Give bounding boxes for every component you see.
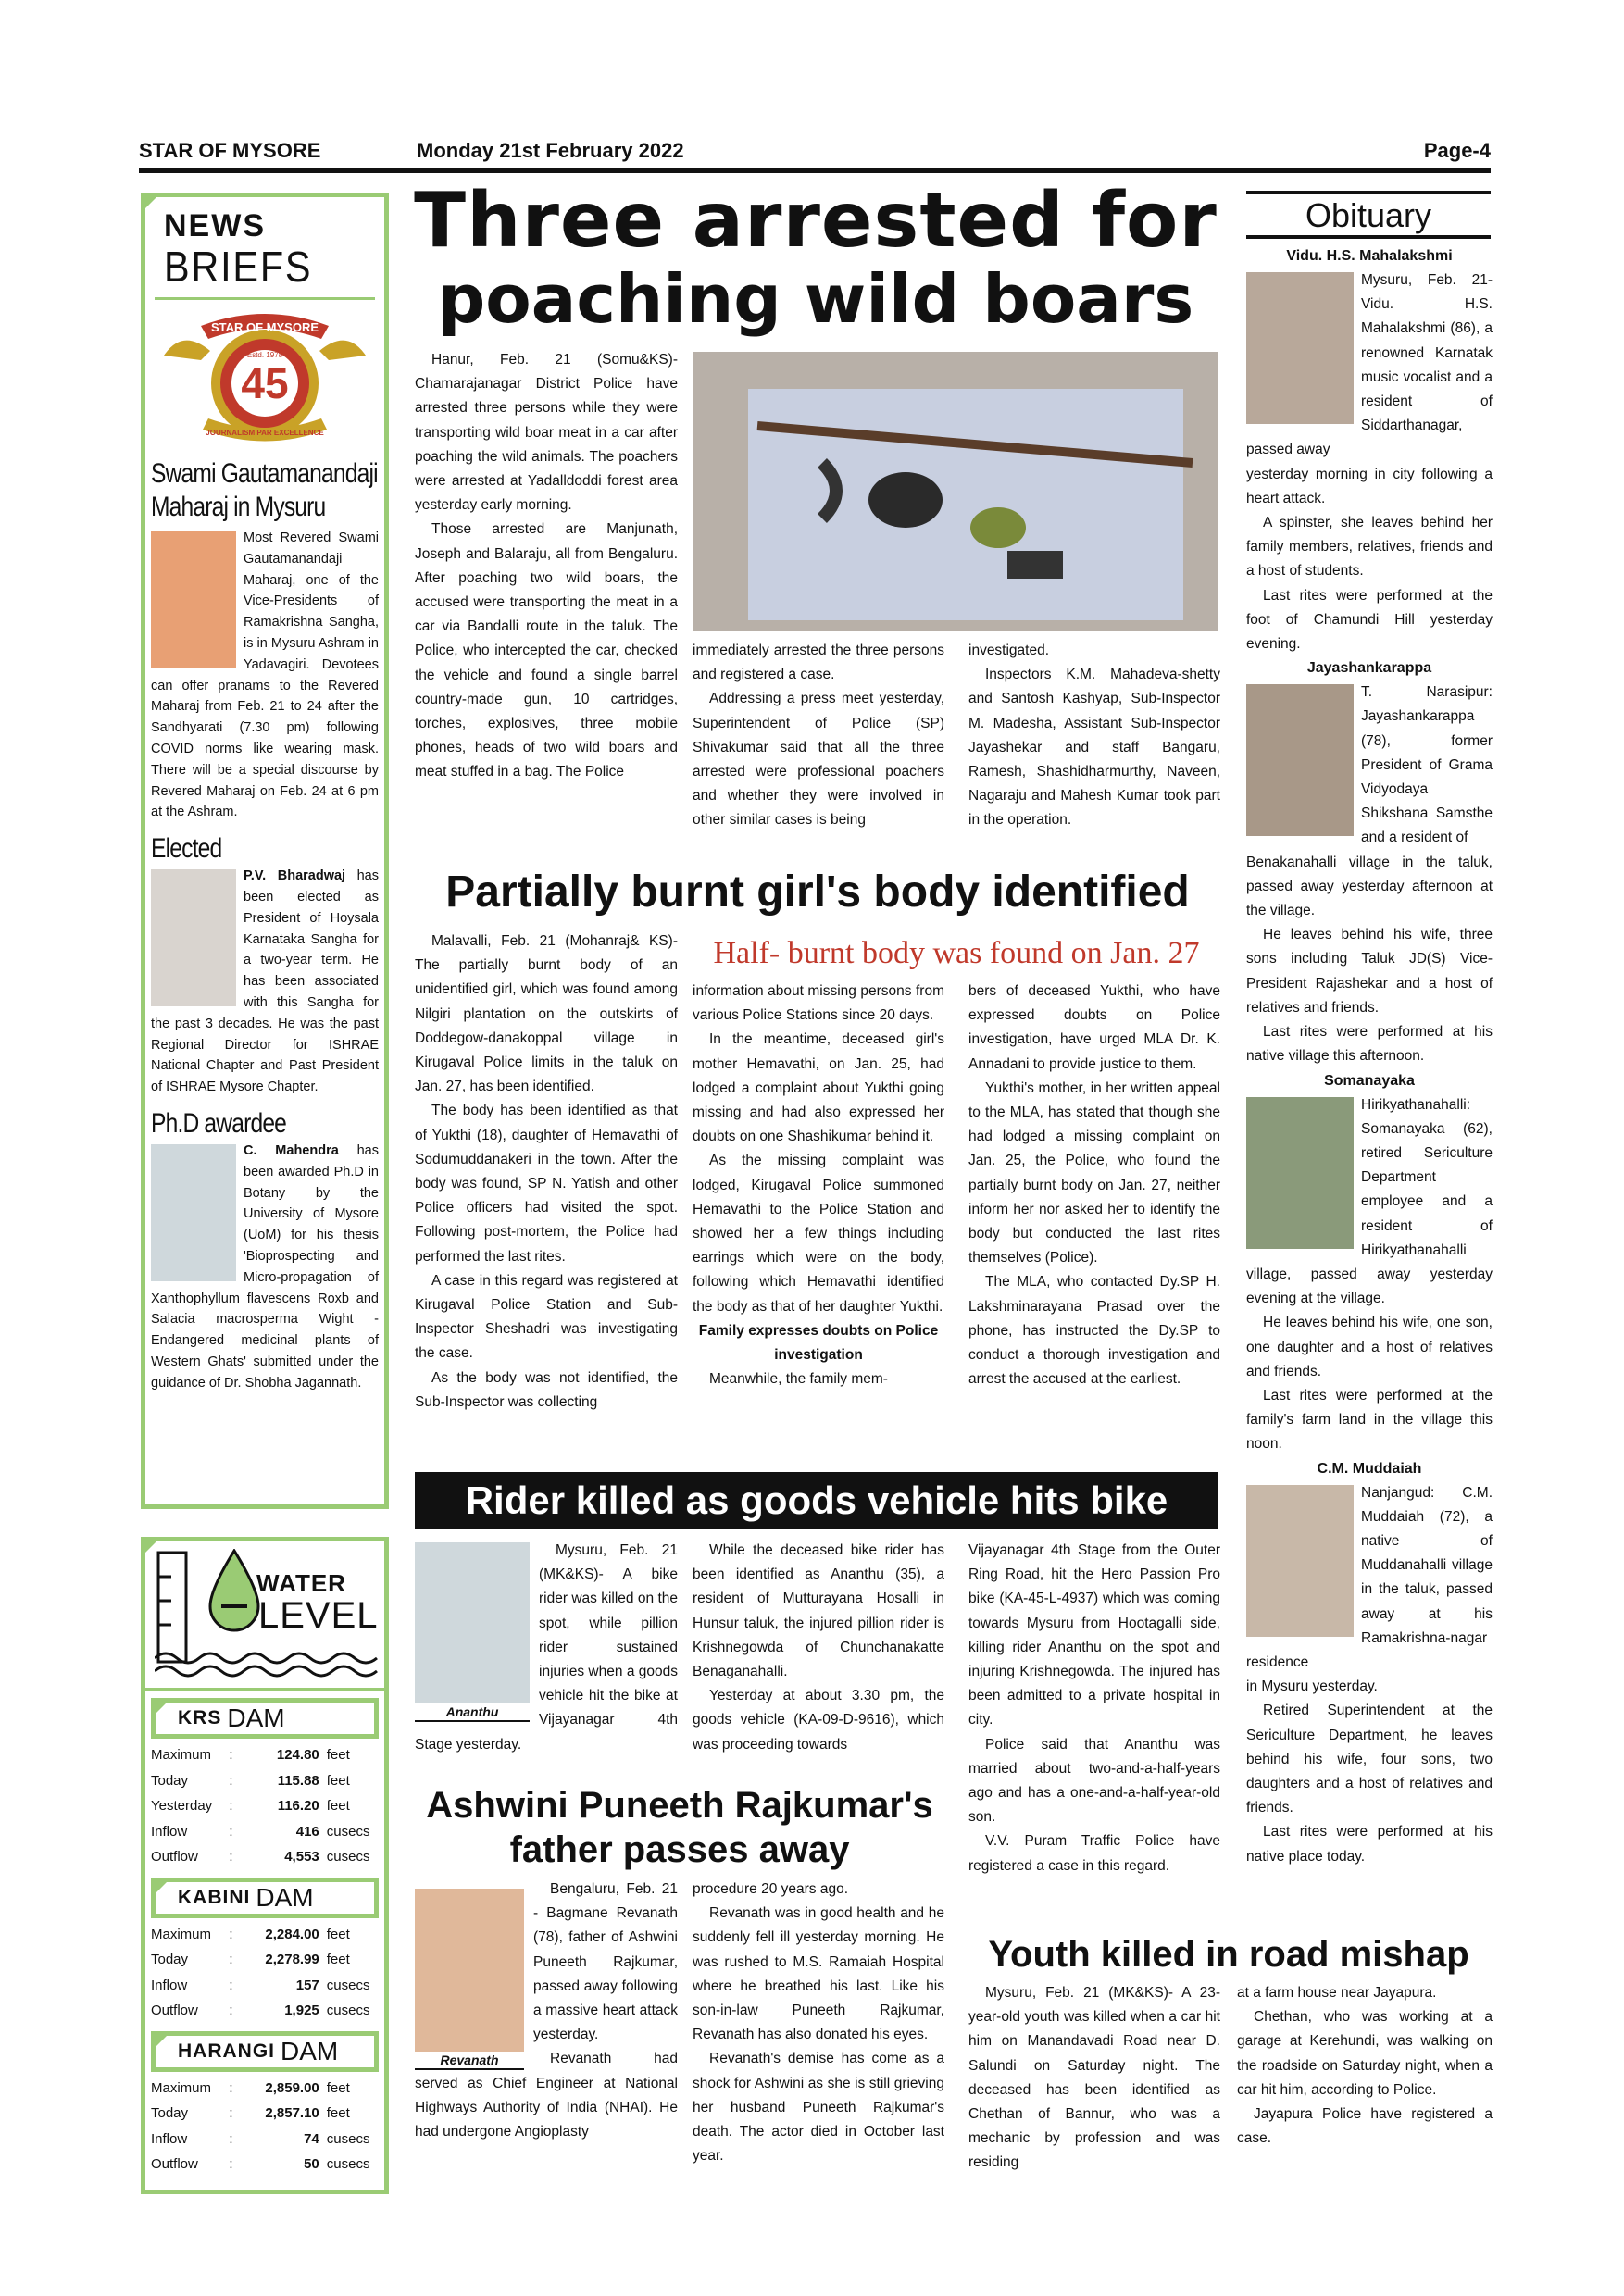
obituary-column: Vidu. H.S. Mahalakshmi Mysuru, Feb. 21- Vidu. H.S. Mahalakshmi (86), a renowned Karnatak music vocalist and a resident of Siddarthanagar, passed away yesterday morning in city following a heart attack. A spinster, she leaves behind her family members, relatives, friends and a host of students. Last rites were performed at the foot of Chamundi Hill yesterday evening. Jayashankarappa T. Narasipur: Jayashankarappa (78), former President of Grama Vidyodaya Shikshana Samsthe and a resident of Benakanahalli village in the taluk, passed away yesterday afternoon at the village. He leaves behind his wife, three sons including Taluk JD(S) Vice-President Rajashekar and a host of relatives and friends. Last rites were performed at his native village this afternoon. Somanayaka Hirikyathanahalli: Somanayaka (62), retired Sericulture Department employee and a resident of Hirikyathanahalli village, passed away yesterday evening at the village. He leaves behind his wife, one son, one daughter and a host of relatives and friends. Last rites were performed at the family's farm land in the village this noon. C.M. Muddaiah Nanjangud: C.M. Muddaiah (72), a native of Muddanahalli village in the taluk, passed away at his Ramakrishna-nagar residence in Mysuru yesterday. Retired Superintendent at the Sericulture Department, he leaves behind his wife, four sons, two daughters and a host of relatives and friends. Last rites were performed at his native place today. [1246,244,1493,1869]
water-level-header [145,1541,384,1680]
muddaiah-photo [1246,1485,1354,1637]
revanath-caption: Revanath [415,2052,524,2070]
rider-killed-col-2: While the deceased bike rider has been identified as Ananthu (35), a resident of Mutturayana Hosalli in Hunsur taluk, the injured pillion rider is Krishnegowda of Chunchanakatte Benaganahalli. Yesterday at about 3.30 pm, the goods vehicle (KA-09-D-9616), which was proceeding towards [693,1542,944,1753]
jayashankarappa-photo [1246,684,1354,836]
water-title-2: LEVEL [258,1595,379,1636]
ashwini-headline-1: Ashwini Puneeth Rajkumar's [426,1785,933,1826]
kabini-dam-header: KABINI DAM [151,1878,379,1918]
harangi-row: Inflow : 74 cusecs [151,2130,370,2147]
burnt-body-headline: Partially burnt girl's body identified [445,867,1190,917]
obit-1-name: Vidu. H.S. Mahalakshmi [1286,248,1453,264]
brief-swami-title: Swami Gautamanandaji Maharaj in Mysuru [151,458,378,522]
poaching-seized-items-photo [693,352,1218,631]
logo-number: 45 [241,359,289,407]
harangi-row: Maximum : 2,859.00 feet [151,2079,350,2096]
rider-killed-headline: Rider killed as goods vehicle hits bike [415,1472,1218,1529]
krs-dam-header: KRS DAM [151,1698,379,1739]
ashwini-col-1: Revanath Bengaluru, Feb. 21 - Bagmane Revanath (78), father of Ashwini Puneeth Rajkumar, passed away following a massive heart attack yesterday. Revanath had served as Chief Engineer at National Highways Authority of India (NHAI). He had undergone Angioplasty [415,1881,678,2140]
poaching-col-1: Hanur, Feb. 21 (Somu&KS)- Chamarajanagar District Police have arrested three persons while they were transporting wild boar meat in a car after poaching the wild animals. The poachers were arrested at Yadalldoddi forest area yesterday early morning. Those arrested are Manjunath, Joseph and Balaraju, all from Bengaluru. After poaching two wild boars, the accused were transporting the meat in a car via Bandalli route in the taluk. The Police, who intercepted the car, checked the vehicle and found a single barrel country-made gun, 10 cartridges, torches, explosives, three mobile phones, heads of two wild boars and meat stuffed in a bag. The Police [415,352,678,780]
paper-name: STAR OF MYSORE [139,139,321,162]
youth-killed-headline: Youth killed in road mishap [988,1934,1469,1975]
logo-top-text: STAR OF MYSORE [210,320,319,334]
harangi-dam-table [151,2076,379,2177]
burnt-body-col-1: Malavalli, Feb. 21 (Mohanraj& KS)- The partially burnt body of an unidentified girl, which was found among Nilgiri plantation on the outskirts of Doddegow-danakoppal village in Kirugaval Police limits in the taluk on Jan. 27, has been identified. The body has been identified as that of Yukthi (18), daughter of Hemavathi of Sodumuddanakeri in the town. After the body was found, SP N. Yatish and other Police officers had visited the spot. Following post-mortem, the Police had performed the last rites. A case in this regard was registered at Kirugaval Police Station and Sub-Inspector Sheshadri was investigating the case. As the body was not identified, the Sub-Inspector was collecting [415,933,678,1410]
obit-4-name: C.M. Muddaiah [1317,1460,1422,1477]
page-number: Page-4 [1423,139,1491,162]
kabini-dam-table [151,1922,379,2024]
harangi-row: Outflow : 50 cusecs [151,2156,370,2172]
ananthu-photo-block [415,1542,530,1722]
brief-elected-body: P.V. Bharadwaj has been elected as President of Hoysala Karnataka Sangha for a two-year term. He has been associated with this Sangha for the past 3 decades. He was the past Regional Director for ISHRAE National Chapter and Past President of ISHRAE Mysore Chapter. [151,868,379,1095]
kabini-row: Inflow : 157 cusecs [151,1977,370,1993]
poaching-col-3: investigated. Inspectors K.M. Mahadeva-shetty and Santosh Kashyap, Sub-Inspector M. Madesha, Assistant Sub-Inspector Jayashekar and staff Bangaru, Ramesh, Shashidharmurthy, Naveen, Nagaraju and Mahesh Kumar took part in the operation. [968,643,1220,829]
ananthu-caption: Ananthu [415,1703,530,1722]
harangi-dam-header: HARANGI DAM [151,2031,379,2072]
logo-estd: Estd. 1978 [246,351,283,359]
ashwini-col-2: procedure 20 years ago. Revanath was in good health and he suddenly fell ill yesterday morning. He was rushed to M.S. Ramaiah Hospital where he breathed his last. Like his son-in-law Puneeth Rajkumar, Revanath has also donated his eyes. Revanath's demise has come as a shock for Ashwini as she is still grieving her husband Puneeth Rajkumar's death. The actor died in October last year. [693,1881,944,2165]
briefs-title-label: BRIEFS [164,243,313,291]
revanath-photo [415,1889,524,2052]
krs-row: Inflow : 416 cusecs [151,1823,370,1840]
brief-elected-title: Elected [151,833,222,865]
water-level-box [141,1537,389,2194]
poaching-headline-1: Three arrested for [414,177,1218,265]
burnt-body-col-2: information about missing persons from various Police Stations since 20 days. In the meantime, deceased girl's mother Hemavathi, on Jan. 25, had lodged a complaint about Yukthi going missing and had also expressed her doubts on one Shashikumar behind it. As the missing complaint was lodged, Kirugaval Police summoned Hemavathi to the Police Station and showed her a few things including earrings which were on the body, following which Hemavathi identified the body as that of her daughter Yukthi. Family expresses doubts on Police investigation Meanwhile, the family mem- [693,983,944,1388]
youth-killed-col-2: at a farm house near Jayapura. Chethan, who was working at a garage at Kerehundi, was walking on the roadside on Saturday night, when a car hit him, according to Police. Jayapura Police have registered a case. [1237,1985,1493,2147]
page-header [139,139,1491,168]
corner-triangle [141,193,161,213]
krs-row: Maximum : 124.80 feet [151,1747,350,1763]
swami-photo [151,531,236,668]
ashwini-headline-2: father passes away [509,1829,850,1870]
news-briefs-box [141,193,389,1509]
krs-row: Today : 115.88 feet [151,1772,350,1789]
rider-killed-col-3: Vijayanagar 4th Stage from the Outer Ring Road, hit the Hero Passion Pro bike (KA-45-L-4937) which was coming towards Mysuru from Hootagalli side, killing rider Ananthu on the spot and injuring Krishnegowda. The injured has been admitted to a private hospital in city. Police said that Ananthu was married about two-and-a-half-years ago and has a one-and-a-half-year-old son. V.V. Puram Traffic Police have registered a case in this regard. [968,1542,1220,1874]
mahalakshmi-photo [1246,272,1354,424]
poaching-col-2: immediately arrested the three persons and registered a case. Addressing a press meet yesterday, Superintendent of Police (SP) Shivakumar said that all the three arrested were professional poachers and whether they were involved in other similar cases is being [693,643,944,829]
mahendra-photo [151,1144,236,1281]
logo-motto: JOURNALISM PAR EXCELLENCE [206,429,324,437]
somanayaka-photo [1246,1097,1354,1249]
burnt-body-subheadline: Half- burnt body was found on Jan. 27 [713,936,1200,970]
obit-3-name: Somanayaka [1324,1072,1415,1089]
anniversary-logo [145,300,384,457]
burnt-body-col-3: bers of deceased Yukthi, who have expressed doubts on Police investigation, have urged MLA Dr. K. Annadani to provide justice to them. Yukthi's mother, in her written appeal to the MLA, has stated that though she had lodged a missing complaint on Jan. 25, the Police, who found the partially burnt body on Jan. 27, neither inform her nor asked her to identify the body but conducted the last rites themselves (Police). The MLA, who contacted Dy.SP H. Lakshminarayana Prasad over the phone, has instructed the Dy.SP to conduct a thorough investigation and arrest the accused at the earliest. [968,983,1220,1388]
kabini-row: Maximum : 2,284.00 feet [151,1926,350,1942]
water-title-1: WATER [256,1569,346,1597]
obit-2-name: Jayashankarappa [1306,660,1432,677]
bharadwaj-photo [151,869,236,1006]
obituary-title: Obituary [1246,196,1491,239]
krs-row: Yesterday : 116.20 feet [151,1798,350,1814]
obituary-rule-top [1246,191,1491,194]
krs-row: Outflow : 4,553 cusecs [151,1849,370,1865]
brief-phd-body: C. Mahendra has been awarded Ph.D in Botany by the University of Mysore (UoM) for his thesis 'Bioprospecting and Micro-propagation of Xanthophyllum flavescens Roxb and Salacia macrosperma Wight - Endangered medicinal plants of Western Ghats' submitted under the guidance of Dr. Shobha Jagannath. [151,1142,379,1391]
briefs-news-label: NEWS [164,208,266,243]
brief-swami-body: Most Revered Swami Gautamanandaji Maharaj, one of the Vice-Presidents of Ramakrishna Sangha, is in Mysuru Ashram in Yadavagiri. Devotees can offer pranams to the Revered Maharaj from Feb. 21 to 24 after the Sandhyarati (7.30 pm) following COVID norms like wearing mask. There will be a special discourse by Revered Maharaj on Feb. 24 at 6 pm at the Ashram. [151,530,379,820]
poaching-headline-2: poaching wild boars [437,260,1194,338]
harangi-row: Today : 2,857.10 feet [151,2105,350,2121]
kabini-row: Today : 2,278.99 feet [151,1952,350,1967]
ananthu-photo [415,1542,530,1703]
header-rule [139,168,1491,173]
youth-killed-col-1: Mysuru, Feb. 21 (MK&KS)- A 23-year-old youth was killed when a car hit him on Manandavadi Road near D. Salundi on Saturday night. The deceased has been identified as Chethan of Bannur, who was a mechanic by profession and was residing [968,1985,1220,2171]
revanath-photo-block [415,1889,524,2070]
brief-phd-title: Ph.D awardee [151,1107,287,1139]
krs-dam-table [151,1742,379,1870]
rider-killed-col-1: Ananthu Mysuru, Feb. 21 (MK&KS)- A bike rider was killed on the spot, while pillion rider sustained injuries when a goods vehicle hit the bike at Vijayanagar 4th Stage yesterday. [415,1542,678,1753]
kabini-row: Outflow : 1,925 cusecs [151,2003,370,2018]
issue-date: Monday 21st February 2022 [417,139,684,162]
